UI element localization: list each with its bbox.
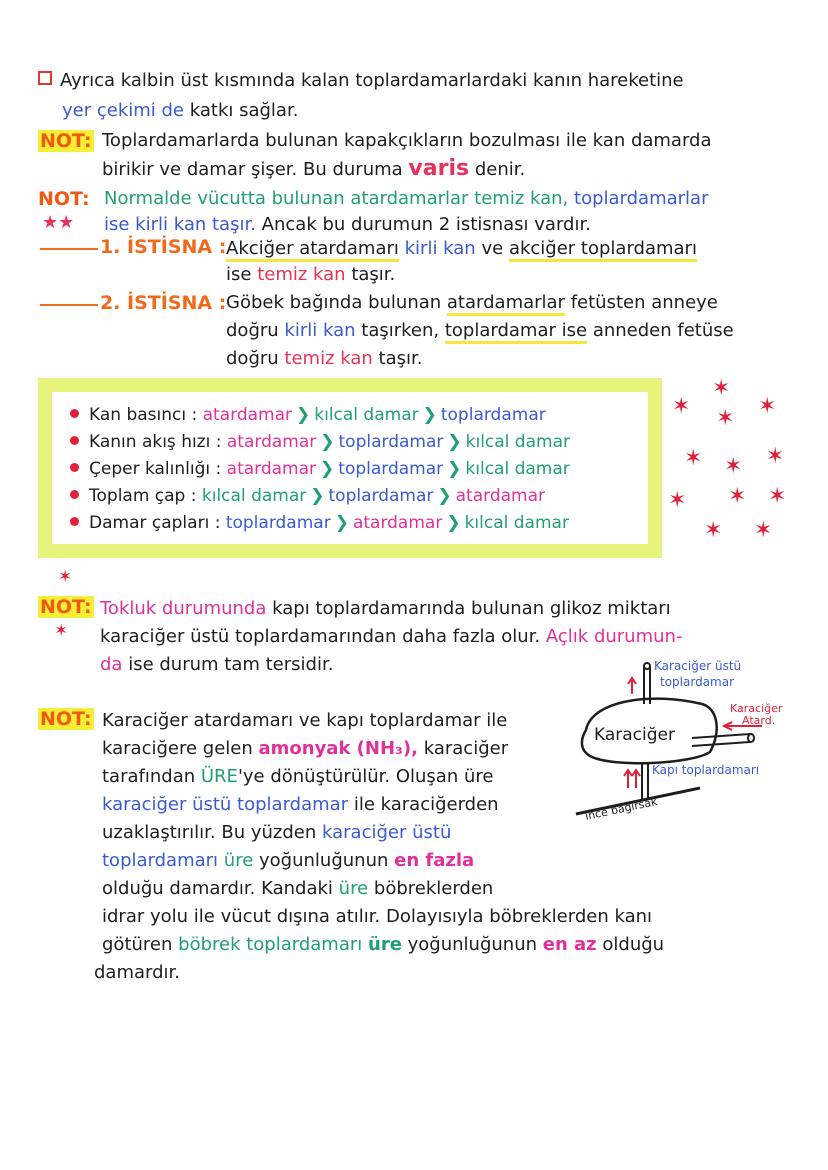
row-label: Kanın akış hızı :	[89, 432, 222, 452]
star-icon: ✶	[684, 446, 703, 471]
note1-line-1: Toplardamarlarda bulunan kapakçıkların bozulması ile kan damarda	[102, 130, 712, 151]
row-item-a: kılcal damar	[201, 486, 307, 506]
clean-blood-2: temiz kan	[284, 348, 373, 369]
lung-artery: Akciğer atardamarı	[226, 238, 399, 262]
star-icon: ✶	[766, 444, 785, 469]
hunger-term: Açlık durumun-	[545, 626, 683, 647]
star-icon: ✶	[724, 454, 743, 479]
up-arrow-icon	[624, 770, 632, 788]
box-row-2	[70, 431, 570, 453]
note4-line-10: damardır.	[94, 962, 181, 983]
row-item-c: kılcal damar	[464, 513, 569, 533]
hepatic-vein-term-2: karaciğer üstü	[322, 822, 452, 843]
note-label-1: NOT:	[40, 130, 92, 152]
bullet-icon	[70, 409, 79, 418]
note4-text-3a: tarafından	[102, 766, 196, 787]
star-icon: ✶	[728, 484, 747, 509]
note2-text-c: ise kirli kan taşır.	[104, 214, 256, 235]
lung-vein: akciğer toplardamarı	[509, 238, 697, 262]
note4-text-5a: uzaklaştırılır. Bu yüzden	[102, 822, 317, 843]
note4-line-7	[102, 878, 493, 900]
note2-line-1	[104, 188, 708, 210]
up-arrow-icon	[632, 770, 640, 788]
star-icon: ✶	[768, 484, 787, 509]
note4-text-3c: 'ye dönüştürülür. Oluşan üre	[237, 766, 494, 787]
row-item-a: atardamar	[226, 459, 317, 479]
star-icon: ✶	[58, 567, 73, 587]
chevron-right-icon: ❯	[446, 513, 461, 533]
bullet-icon	[70, 463, 79, 472]
note4-text-2a: karaciğere gelen	[102, 738, 253, 759]
row-item-a: atardamar	[226, 432, 317, 452]
box-row-5	[70, 512, 569, 534]
note4-line-8: idrar yolu ile vücut dışına atılır. Dolayısıyla böbreklerden kanı	[102, 906, 653, 927]
toward-2: doğru	[226, 348, 279, 369]
star-icon: ✶	[704, 518, 723, 543]
while-carrying: taşırken,	[361, 320, 440, 341]
chevron-right-icon: ❯	[310, 486, 325, 506]
chevron-right-icon: ❯	[447, 432, 462, 452]
star-icon: ✶	[672, 394, 691, 419]
note3-text-3: ise durum tam tersidir.	[128, 654, 334, 675]
exception-2-line-1	[226, 292, 718, 314]
exception-1-line-1	[226, 238, 697, 260]
gravity-text: yer çekimi de	[62, 100, 185, 121]
star-icon: ✶	[754, 518, 773, 543]
star-icon: ✶	[758, 394, 777, 419]
urea-term-4: üre	[368, 934, 402, 955]
row-item-a: toplardamar	[225, 513, 331, 533]
ise-1: ise	[226, 264, 252, 285]
satiety-term: Tokluk durumunda	[100, 598, 267, 619]
chevron-right-icon: ❯	[422, 405, 437, 425]
star-icon: ✶	[54, 621, 69, 641]
umbilical-text: Göbek bağında bulunan	[226, 292, 442, 313]
exception-2-label: 2. İSTİSNA :	[100, 292, 227, 314]
note4-text-4b: ile karaciğerden	[353, 794, 499, 815]
hepatic-vein-label-1: Karaciğer üstü	[654, 660, 742, 673]
note3-line-2	[100, 626, 682, 648]
checkbox-icon	[38, 71, 52, 85]
note-label-4: NOT:	[40, 708, 92, 730]
hepatic-vein-label-2: toplardamar	[660, 675, 735, 689]
row-item-b: toplardamar	[328, 486, 434, 506]
note1-text: birikir ve damar şişer. Bu duruma	[102, 159, 403, 180]
intro-line-1	[38, 70, 684, 92]
arteries-term: atardamarlar	[447, 292, 565, 316]
star-icon: ✶	[712, 376, 731, 401]
note4-text-7a: olduğu damardır. Kandaki	[102, 878, 333, 899]
bullet-icon	[70, 517, 79, 526]
row-item-b: atardamar	[352, 513, 443, 533]
urea-term: ÜRE	[200, 766, 238, 787]
note2-text-a: Normalde vücutta bulunan atardamarlar temiz kan,	[104, 188, 569, 209]
note4-text-9a: götüren	[102, 934, 173, 955]
note4-line-4	[102, 794, 499, 816]
fetus-to-mother: fetüsten anneye	[570, 292, 718, 313]
chevron-right-icon: ❯	[320, 459, 335, 479]
note3-line-3	[100, 654, 333, 676]
row-item-a: atardamar	[202, 405, 292, 425]
hepatic-vein-term-3: toplardamarı	[102, 850, 219, 871]
exception-2-line-2	[226, 320, 734, 342]
note-label-3: NOT:	[40, 596, 92, 618]
liver-diagram	[572, 660, 812, 830]
note3-text-1: kapı toplardamarında bulunan glikoz miktarı	[272, 598, 671, 619]
bullet-icon	[70, 490, 79, 499]
renal-vein-term: böbrek toplardamarı	[178, 934, 363, 955]
chevron-right-icon: ❯	[437, 486, 452, 506]
vein-term: toplardamar ise	[445, 320, 587, 344]
chevron-right-icon: ❯	[334, 513, 349, 533]
row-item-b: toplardamar	[338, 432, 444, 452]
row-label: Çeper kalınlığı :	[89, 459, 222, 479]
varis-term: varis	[408, 156, 470, 181]
note2-text-d: Ancak bu durumun 2 istisnası vardır.	[261, 214, 591, 235]
exception-1-line-2	[226, 264, 395, 286]
row-item-c: kılcal damar	[465, 459, 570, 479]
note1-line-2	[102, 158, 525, 181]
chevron-right-icon: ❯	[320, 432, 335, 452]
intro-line-2	[62, 100, 298, 122]
note4-line-2	[102, 738, 508, 760]
hepatic-artery-label-1: Karaciğer	[730, 702, 783, 715]
note4-text-2c: karaciğer	[423, 738, 509, 759]
note4-line-6	[102, 850, 474, 872]
least-term: en az	[542, 934, 597, 955]
most-term: en fazla	[394, 850, 475, 871]
vein-end-circle	[644, 663, 650, 669]
urea-term-2: üre	[223, 850, 254, 871]
and-1: ve	[481, 238, 504, 259]
hepatic-vein-term: karaciğer üstü toplardamar	[102, 794, 349, 815]
artery-end	[748, 734, 754, 742]
note4-text-6c: yoğunluğunun	[259, 850, 389, 871]
up-arrow-icon	[628, 678, 636, 694]
intestine-label: ince bağırsak	[583, 794, 659, 823]
row-label: Damar çapları :	[89, 513, 221, 533]
row-item-b: kılcal damar	[314, 405, 419, 425]
bullet-icon	[70, 436, 79, 445]
carries-2: taşır.	[378, 348, 423, 369]
artery-line-1	[692, 734, 750, 738]
liver-label: Karaciğer	[594, 725, 675, 745]
note3-text-2: karaciğer üstü toplardamarından daha fazla olur.	[100, 626, 541, 647]
chevron-right-icon: ❯	[447, 459, 462, 479]
carries-1: taşır.	[351, 264, 396, 285]
row-item-b: toplardamar	[338, 459, 444, 479]
liver-diagram-svg	[572, 660, 812, 830]
note4-line-1: Karaciğer atardamarı ve kapı toplardamar ile	[102, 710, 508, 731]
row-label: Toplam çap :	[89, 486, 197, 506]
comparison-box-inner	[52, 392, 648, 544]
dash-line-2	[40, 304, 98, 306]
note4-line-3	[102, 766, 493, 788]
ammonia-term: amonyak (NH₃),	[258, 738, 418, 759]
note4-text-9d: yoğunluğunun	[407, 934, 538, 955]
urea-term-3: üre	[338, 878, 369, 899]
note4-line-9	[102, 934, 664, 956]
hunger-term-end: da	[100, 654, 123, 675]
double-star-icon: ★★	[42, 212, 75, 233]
note4-line-5	[102, 822, 451, 844]
box-row-4	[70, 485, 545, 507]
note4-text-9f: olduğu	[602, 934, 665, 955]
note4-text-7c: böbreklerden	[373, 878, 494, 899]
chevron-right-icon: ❯	[296, 405, 311, 425]
comparison-box	[38, 378, 662, 558]
mother-to-fetus: anneden fetüse	[592, 320, 734, 341]
note2-line-2	[104, 214, 591, 236]
dirty-blood-2: kirli kan	[284, 320, 356, 341]
row-item-c: toplardamar	[440, 405, 546, 425]
note2-text-b: toplardamarlar	[574, 188, 709, 209]
box-row-1	[70, 404, 546, 426]
artery-line-2	[692, 742, 750, 746]
intro-text-2: katkı sağlar.	[189, 100, 299, 121]
clean-blood-1: temiz kan	[257, 264, 346, 285]
box-row-3	[70, 458, 570, 480]
note1-end: denir.	[474, 159, 526, 180]
dirty-blood-1: kirli kan	[404, 238, 476, 259]
intro-text-1: Ayrıca kalbin üst kısmında kalan toplardamarlardaki kanın hareketine	[60, 70, 684, 91]
star-icon: ✶	[716, 406, 735, 431]
note3-line-1	[100, 598, 671, 620]
row-item-c: atardamar	[455, 486, 545, 506]
portal-vein-label: Kapı toplardamarı	[652, 763, 760, 777]
row-item-c: kılcal damar	[465, 432, 570, 452]
note-label-2: NOT:	[38, 188, 90, 210]
toward-1: doğru	[226, 320, 279, 341]
exception-1-label: 1. İSTİSNA :	[100, 236, 227, 258]
star-icon: ✶	[668, 488, 687, 513]
hepatic-artery-label-2: Atard.	[742, 714, 776, 727]
exception-2-line-3	[226, 348, 422, 370]
row-label: Kan basıncı :	[89, 405, 198, 425]
dash-line-1	[40, 248, 98, 250]
